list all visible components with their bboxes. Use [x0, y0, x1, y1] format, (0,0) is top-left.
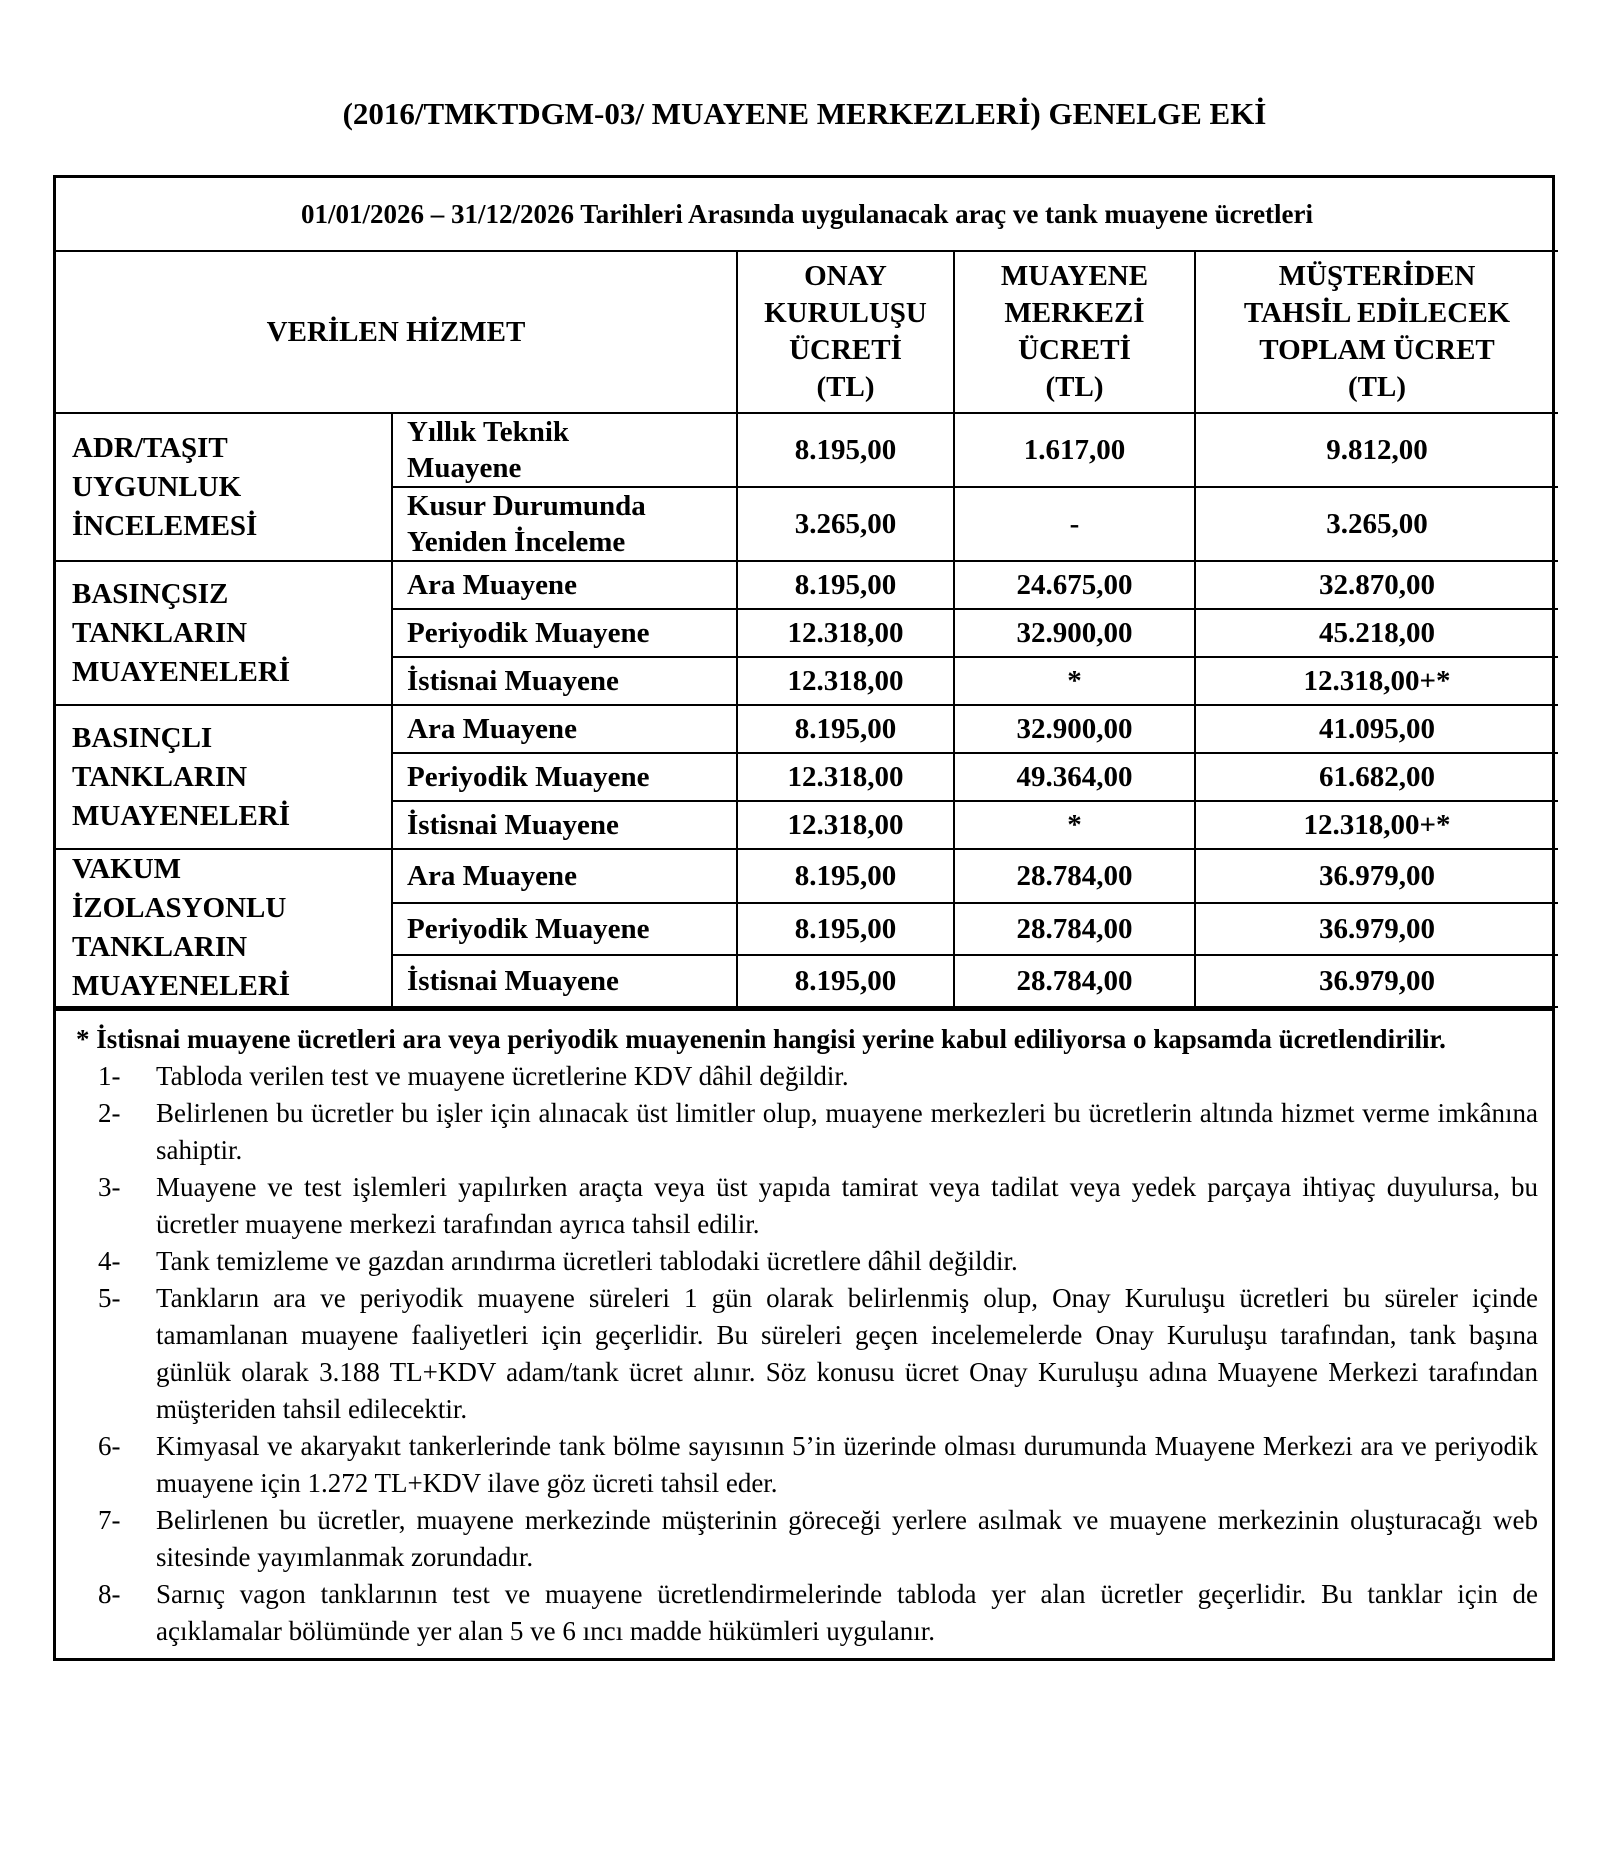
note-number: 2- [98, 1098, 121, 1128]
note-item [76, 1243, 1538, 1280]
merkez-fee-cell: 32.900,00 [954, 609, 1195, 657]
note-number: 6- [98, 1431, 121, 1461]
merkez-fee-cell: - [954, 487, 1195, 561]
note-text: Sarnıç vagon tanklarının test ve muayene ücretlendirmelerinde tabloda yer alan ücretler geçerlidir. Bu tanklar için de açıklamalar bölümünde yer alan 5 ve 6 ıncı madde hükümleri uygulanır. [156, 1579, 1538, 1646]
group-name-cell [56, 413, 392, 561]
header-onay-line: KURULUŞU [764, 297, 927, 329]
group-name-line: ADR/TAŞIT [72, 431, 228, 464]
total-fee-cell: 12.318,00+* [1195, 801, 1558, 849]
header-onay-line: ONAY [804, 260, 887, 292]
group-name-line: İNCELEMESİ [72, 509, 258, 542]
service-line: İstisnai Muayene [407, 965, 619, 998]
note-item [76, 1576, 1538, 1650]
note-text: Kimyasal ve akaryakıt tankerlerinde tank bölme sayısının 5’in üzerinde olması durumunda Muayene Merkezi ara ve periyodik muayene için 1.272 TL+KDV ilave göz ücreti tahsil eder. [156, 1431, 1538, 1498]
service-line: İstisnai Muayene [407, 665, 619, 697]
service-line: Periyodik Muayene [407, 913, 650, 946]
header-total-line: (TL) [1348, 371, 1407, 403]
total-fee-cell: 45.218,00 [1195, 609, 1558, 657]
service-cell [392, 753, 737, 801]
onay-fee-cell: 8.195,00 [737, 705, 954, 753]
onay-fee-cell: 3.265,00 [737, 487, 954, 561]
header-row [56, 251, 1558, 413]
group-name-line: TANKLARIN [72, 616, 248, 649]
note-item [76, 1502, 1538, 1576]
group-name-line: UYGUNLUK [72, 470, 242, 503]
total-fee-cell: 36.979,00 [1195, 955, 1558, 1007]
group-name-line: MUAYENELERİ [72, 970, 291, 1002]
service-line: Ara Muayene [407, 860, 577, 893]
service-line: Ara Muayene [407, 569, 577, 601]
note-item [76, 1058, 1538, 1095]
note-text: Belirlenen bu ücretler, muayene merkezinde müşterinin göreceği yerlere asılmak ve muayene merkezinin oluşturacağı web sitesinde yayımlanmak zorundadır. [156, 1505, 1538, 1572]
service-line: Periyodik Muayene [407, 617, 650, 649]
note-number: 3- [98, 1172, 121, 1202]
service-cell [392, 849, 737, 903]
fee-document-frame [53, 175, 1555, 1661]
onay-fee-cell: 12.318,00 [737, 801, 954, 849]
group-name-cell [56, 705, 392, 849]
group-name-line: VAKUM [72, 853, 182, 885]
service-line: Yıllık Teknik [407, 416, 570, 448]
service-cell [392, 903, 737, 955]
group-name-line: MUAYENELERİ [72, 799, 291, 832]
header-merkez-line: MERKEZİ [1004, 297, 1145, 329]
note-number: 1- [98, 1061, 121, 1091]
service-cell [392, 705, 737, 753]
merkez-fee-cell: 28.784,00 [954, 849, 1195, 903]
note-text: Tabloda verilen test ve muayene ücretlerine KDV dâhil değildir. [156, 1061, 849, 1091]
onay-fee-cell: 8.195,00 [737, 413, 954, 487]
merkez-fee-cell: 24.675,00 [954, 561, 1195, 609]
header-service: VERİLEN HİZMET [56, 251, 737, 413]
group-name-line: TANKLARIN [72, 931, 248, 963]
header-onay-line: ÜCRETİ [789, 334, 902, 366]
note-number: 8- [98, 1579, 121, 1609]
total-fee-cell: 41.095,00 [1195, 705, 1558, 753]
notes-list [76, 1058, 1538, 1650]
merkez-fee-cell: 49.364,00 [954, 753, 1195, 801]
group-name-cell [56, 561, 392, 705]
service-cell [392, 609, 737, 657]
header-total-line: TAHSİL EDİLECEK [1243, 297, 1511, 329]
header-merkez-line: (TL) [1045, 371, 1104, 403]
onay-fee-cell: 8.195,00 [737, 561, 954, 609]
group-name-line: BASINÇSIZ [72, 577, 229, 610]
service-line: Ara Muayene [407, 713, 577, 745]
note-text: Tank temizleme ve gazdan arındırma ücretleri tablodaki ücretlere dâhil değildir. [156, 1246, 1018, 1276]
header-merkez-fee [954, 251, 1195, 413]
header-total-line: TOPLAM ÜCRET [1259, 334, 1495, 366]
group-name-cell [56, 849, 392, 1007]
merkez-fee-cell: * [954, 657, 1195, 705]
onay-fee-cell: 12.318,00 [737, 753, 954, 801]
group-name-line: İZOLASYONLU [72, 892, 287, 924]
group-name-line: MUAYENELERİ [72, 655, 291, 688]
group-name-line: TANKLARIN [72, 760, 248, 793]
header-total-fee [1195, 251, 1558, 413]
note-text: Muayene ve test işlemleri yapılırken araçta veya üst yapıda tamirat veya tadilat veya yedek parçaya ihtiyaç duyulursa, bu ücretler muayene merkezi tarafından ayrıca tahsil edilir. [156, 1172, 1538, 1239]
header-merkez-line: MUAYENE [1000, 260, 1149, 292]
note-number: 5- [98, 1283, 121, 1313]
table-row [56, 413, 1558, 487]
service-cell [392, 955, 737, 1007]
service-cell [392, 801, 737, 849]
merkez-fee-cell: 1.617,00 [954, 413, 1195, 487]
note-number: 7- [98, 1505, 121, 1535]
service-line: Kusur Durumunda [407, 490, 646, 522]
note-item [76, 1280, 1538, 1428]
total-fee-cell: 3.265,00 [1195, 487, 1558, 561]
header-onay-line: (TL) [816, 371, 875, 403]
onay-fee-cell: 8.195,00 [737, 955, 954, 1007]
star-note: * İstisnai muayene ücretleri ara veya periyodik muayenenin hangisi yerine kabul ediliyorsa o kapsamda ücretlendirilir. [76, 1024, 1446, 1054]
service-line: Muayene [407, 452, 522, 484]
onay-fee-cell: 12.318,00 [737, 657, 954, 705]
total-fee-cell: 36.979,00 [1195, 903, 1558, 955]
total-fee-cell: 9.812,00 [1195, 413, 1558, 487]
note-number: 4- [98, 1246, 121, 1276]
service-line: Yeniden İnceleme [407, 526, 626, 558]
total-fee-cell: 32.870,00 [1195, 561, 1558, 609]
note-item [76, 1095, 1538, 1169]
service-cell [392, 561, 737, 609]
service-line: İstisnai Muayene [407, 809, 619, 841]
total-fee-cell: 61.682,00 [1195, 753, 1558, 801]
merkez-fee-cell: 28.784,00 [954, 903, 1195, 955]
onay-fee-cell: 12.318,00 [737, 609, 954, 657]
document-title: (2016/TMKTDGM-03/ MUAYENE MERKEZLERİ) GENELGE EKİ [342, 96, 1267, 131]
note-text: Belirlenen bu ücretler bu işler için alınacak üst limitler olup, muayene merkezleri bu ücretlerin altında hizmet verme imkânına sahiptir. [156, 1098, 1538, 1165]
notes-section [56, 1008, 1552, 1658]
note-text: Tankların ara ve periyodik muayene süreleri 1 gün olarak belirlenmiş olup, Onay Kuruluşu ücretleri bu süreler içinde tamamlanan muayene faaliyetleri için geçerlidir. Bu süreleri geçen incelemelerde Onay Kuruluşu tarafından, tank başına günlük olarak 3.188 TL+KDV adam/tank ücret alınır. Söz konusu ücret Onay Kuruluşu adına Muayene Merkezi tarafından müşteriden tahsil edilecektir. [156, 1283, 1538, 1424]
merkez-fee-cell: * [954, 801, 1195, 849]
group-name-line: BASINÇLI [72, 721, 213, 754]
note-item [76, 1169, 1538, 1243]
fee-table [56, 178, 1558, 1008]
onay-fee-cell: 8.195,00 [737, 849, 954, 903]
merkez-fee-cell: 28.784,00 [954, 955, 1195, 1007]
service-cell [392, 487, 737, 561]
table-row [56, 849, 1558, 903]
header-total-line: MÜŞTERİDEN [1278, 260, 1476, 292]
merkez-fee-cell: 32.900,00 [954, 705, 1195, 753]
total-fee-cell: 12.318,00+* [1195, 657, 1558, 705]
header-merkez-line: ÜCRETİ [1018, 334, 1131, 366]
note-item [76, 1428, 1538, 1502]
onay-fee-cell: 8.195,00 [737, 903, 954, 955]
total-fee-cell: 36.979,00 [1195, 849, 1558, 903]
table-row [56, 705, 1558, 753]
service-cell [392, 413, 737, 487]
service-cell [392, 657, 737, 705]
header-onay-fee [737, 251, 954, 413]
period-heading: 01/01/2026 – 31/12/2026 Tarihleri Arasında uygulanacak araç ve tank muayene ücretleri [56, 178, 1558, 251]
service-line: Periyodik Muayene [407, 761, 650, 793]
table-row [56, 561, 1558, 609]
